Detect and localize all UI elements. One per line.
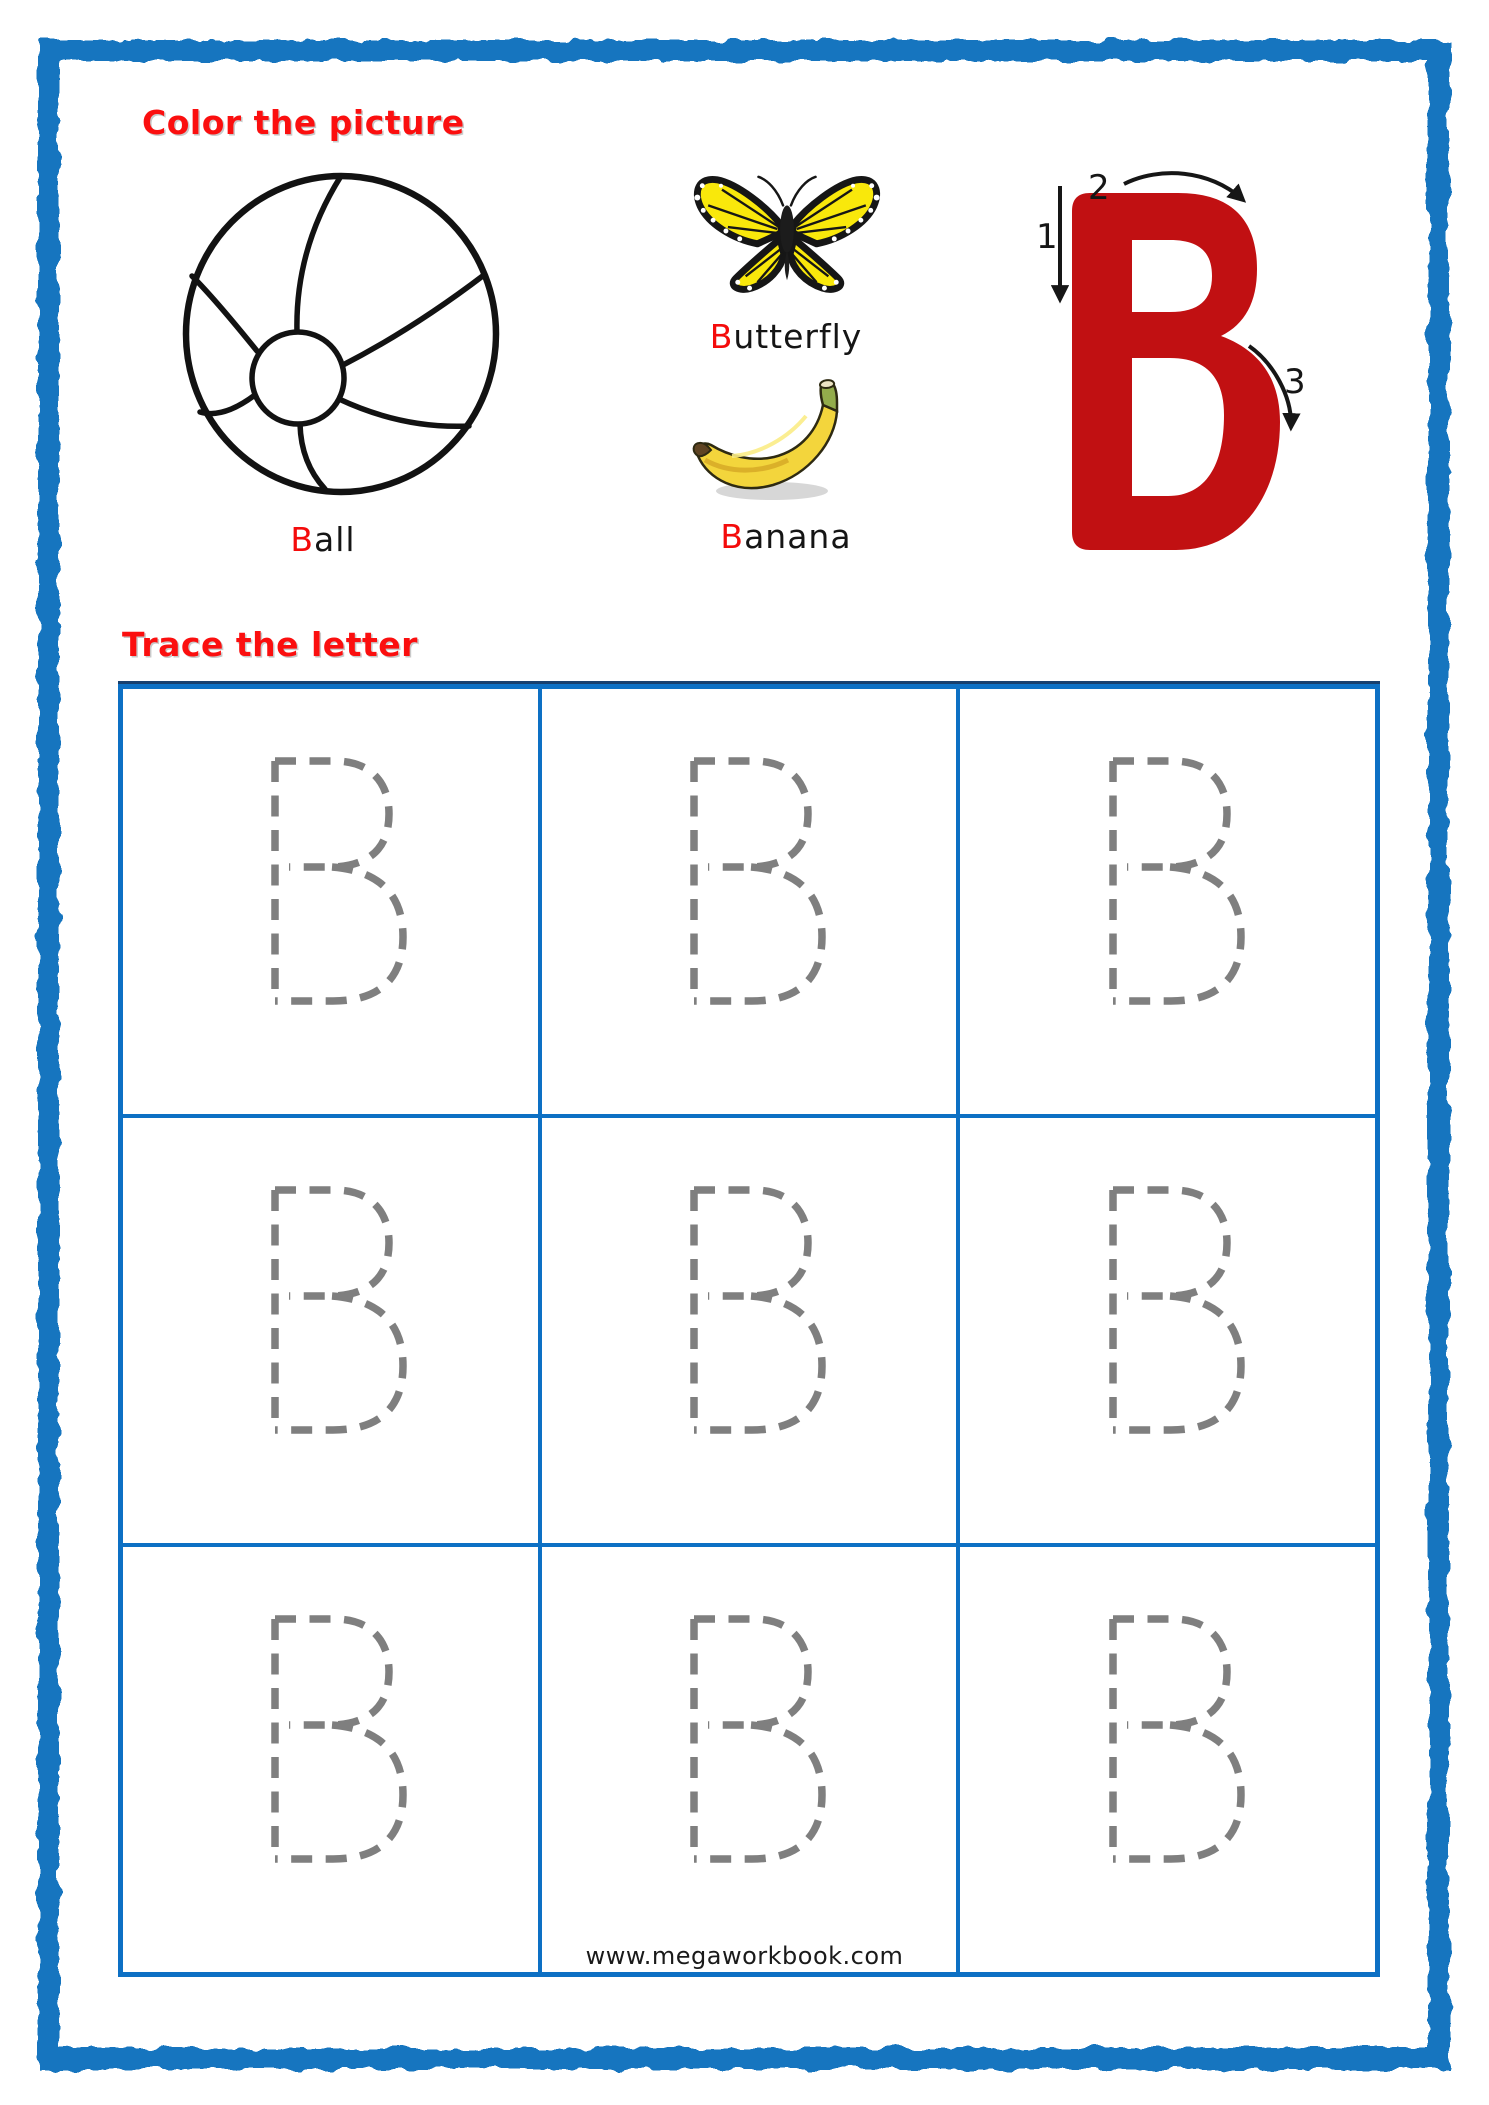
trace-section-heading: Trace the letter [122, 625, 418, 664]
banana-label-first-letter: B [720, 517, 745, 556]
dashed-b-bottom-bowl [694, 867, 822, 1001]
footer-url: www.megaworkbook.com [585, 1942, 904, 1970]
dashed-b-top-bowl [275, 1190, 389, 1296]
trace-cell [123, 1118, 538, 1543]
banana-stem-cut [820, 380, 834, 388]
trace-cell [542, 689, 957, 1114]
dashed-b-top-bowl [694, 761, 808, 867]
stroke-number-2: 2 [1088, 168, 1110, 208]
ball-label-rest: all [314, 520, 356, 559]
guide-letter-b [1072, 193, 1280, 550]
letter-guide [1020, 100, 1489, 600]
dashed-b-bottom-bowl [275, 1296, 403, 1430]
dashed-letter-b [663, 1607, 835, 1871]
trace-cell [960, 1118, 1375, 1543]
dashed-b-top-bowl [275, 761, 389, 867]
dashed-b-bottom-bowl [1113, 1296, 1241, 1430]
banana-image [680, 370, 862, 512]
dashed-b-top-bowl [1113, 761, 1227, 867]
banana-label-rest: anana [744, 517, 852, 556]
ball-label-first-letter: B [290, 520, 315, 559]
trace-grid [118, 684, 1380, 1977]
dashed-b-bottom-bowl [694, 1725, 822, 1859]
ball-outline [186, 176, 496, 492]
stroke-number-3: 3 [1284, 362, 1306, 402]
butterfly-label-first-letter: B [709, 317, 734, 356]
butterfly-image [688, 166, 886, 298]
dashed-letter-b [1082, 1607, 1254, 1871]
dashed-b-bottom-bowl [694, 1296, 822, 1430]
dashed-b-top-bowl [694, 1619, 808, 1725]
stroke-number-1: 1 [1036, 217, 1058, 257]
ball-center-circle [252, 332, 344, 424]
dashed-letter-b [663, 749, 835, 1013]
ball-label [218, 520, 428, 559]
butterfly-body [780, 205, 794, 280]
banana-label [676, 517, 896, 556]
trace-cell [960, 689, 1375, 1114]
trace-cell [123, 689, 538, 1114]
butterfly-label [676, 317, 896, 356]
dashed-b-top-bowl [694, 1190, 808, 1296]
trace-cell [123, 1547, 538, 1972]
ball-coloring-image [175, 167, 507, 503]
butterfly-label-rest: utterfly [733, 317, 863, 356]
dashed-letter-b [1082, 749, 1254, 1013]
dashed-b-bottom-bowl [1113, 1725, 1241, 1859]
butterfly-graphic [694, 177, 879, 291]
trace-cell [960, 1547, 1375, 1972]
dashed-letter-b [663, 1178, 835, 1442]
dashed-b-top-bowl [1113, 1190, 1227, 1296]
dashed-b-top-bowl [1113, 1619, 1227, 1725]
banana-graphic [694, 380, 837, 500]
dashed-letter-b [244, 1607, 416, 1871]
dashed-letter-b [244, 1178, 416, 1442]
dashed-b-top-bowl [275, 1619, 389, 1725]
butterfly-antennae [758, 177, 815, 206]
dashed-b-bottom-bowl [275, 1725, 403, 1859]
trace-cell [542, 1118, 957, 1543]
color-section-heading: Color the picture [142, 103, 465, 142]
dashed-b-bottom-bowl [275, 867, 403, 1001]
trace-cell [542, 1547, 957, 1972]
dashed-letter-b [244, 749, 416, 1013]
dashed-letter-b [1082, 1178, 1254, 1442]
dashed-b-bottom-bowl [1113, 867, 1241, 1001]
